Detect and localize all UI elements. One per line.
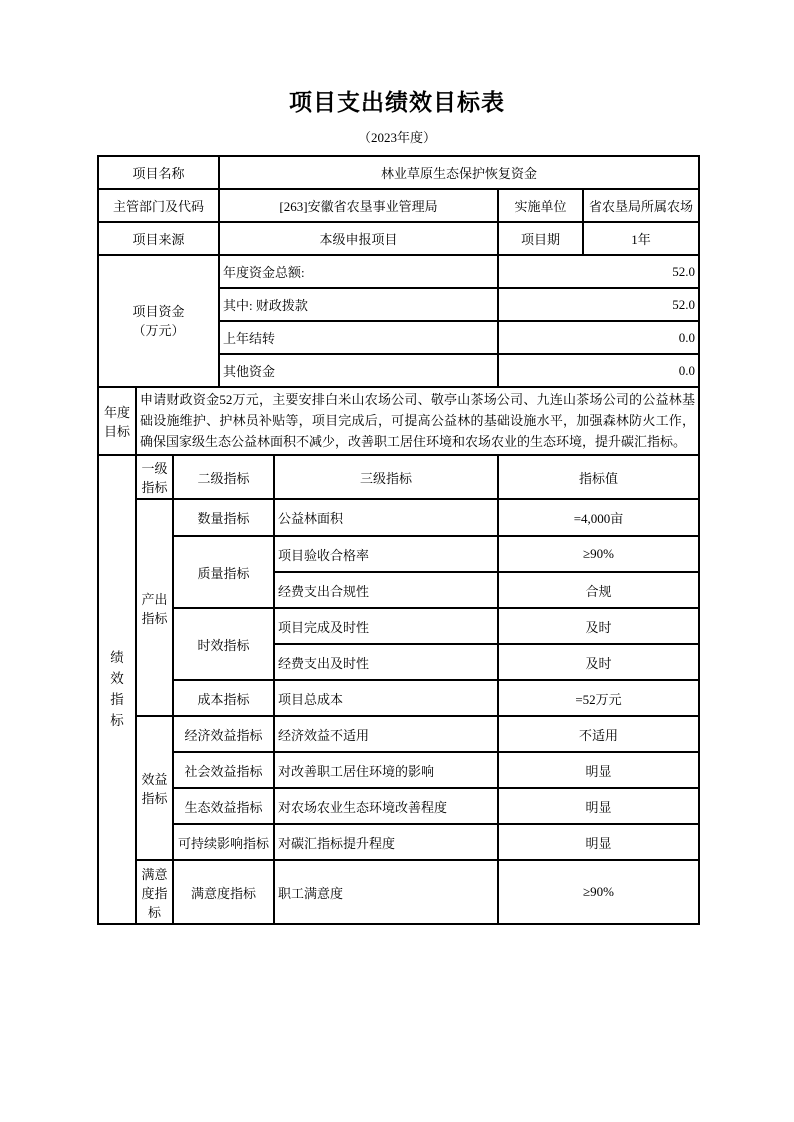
level2-cell: 经济效益指标 <box>173 716 274 752</box>
level3-cell: 职工满意度 <box>274 860 498 924</box>
level3-cell: 项目验收合格率 <box>274 536 498 572</box>
level1-cell: 效益指标 <box>136 716 173 860</box>
value-cell: 明显 <box>498 752 699 788</box>
table-row <box>98 189 699 222</box>
level1-cell: 满意度指标 <box>136 860 173 924</box>
level3-cell: 经费支出合规性 <box>274 572 498 608</box>
table-row <box>98 387 699 455</box>
level2-cell: 可持续影响指标 <box>173 824 274 860</box>
document-title: 项目支出绩效目标表 <box>289 90 505 115</box>
table-row <box>98 824 699 860</box>
value-cell: 及时 <box>498 644 699 680</box>
table-row <box>98 156 699 189</box>
value-cell: ≥90% <box>498 860 699 924</box>
funds-row-name: 上年结转 <box>219 321 498 354</box>
table-row <box>98 716 699 752</box>
funds-row-name: 年度资金总额: <box>219 255 498 288</box>
level3-cell: 对农场农业生态环境改善程度 <box>274 788 498 824</box>
funds-row-value: 52.0 <box>498 255 699 288</box>
table-row <box>98 608 699 644</box>
table-row <box>98 788 699 824</box>
header-level2: 二级指标 <box>173 455 274 499</box>
source-value: 本级申报项目 <box>219 222 498 255</box>
value-cell: 不适用 <box>498 716 699 752</box>
level2-cell: 成本指标 <box>173 680 274 716</box>
funds-row-name: 其中: 财政拨款 <box>219 288 498 321</box>
performance-target-table <box>97 155 700 925</box>
table-row <box>98 499 699 536</box>
table-row <box>98 222 699 255</box>
value-cell: 明显 <box>498 824 699 860</box>
level1-cell: 产出指标 <box>136 499 173 716</box>
level2-cell: 数量指标 <box>173 499 274 536</box>
annual-goal-text: 申请财政资金52万元，主要安排白米山农场公司、敬亭山茶场公司、九连山茶场公司的公益林基础设施维护、护林员补贴等，项目完成后，可提高公益林的基础设施水平，加强森林防火工作，确保国家级生态公益林面积不减少，改善职工居住环境和农场农业的生态环境，提升碳汇指标。 <box>136 387 699 455</box>
header-value: 指标值 <box>498 455 699 499</box>
level3-cell: 经费支出及时性 <box>274 644 498 680</box>
table-row <box>98 752 699 788</box>
header-level1: 一级指标 <box>136 455 173 499</box>
funds-row-value: 0.0 <box>498 321 699 354</box>
implement-unit-value: 省农垦局所属农场 <box>583 189 699 222</box>
header-level3: 三级指标 <box>274 455 498 499</box>
period-value: 1年 <box>583 222 699 255</box>
implement-unit-label: 实施单位 <box>498 189 583 222</box>
value-cell: 明显 <box>498 788 699 824</box>
project-name-label: 项目名称 <box>98 156 219 189</box>
level2-cell: 满意度指标 <box>173 860 274 924</box>
value-cell: =52万元 <box>498 680 699 716</box>
level3-cell: 公益林面积 <box>274 499 498 536</box>
source-label: 项目来源 <box>98 222 219 255</box>
funds-row-name: 其他资金 <box>219 354 498 387</box>
table-row <box>98 680 699 716</box>
table-row <box>98 455 699 499</box>
annual-goal-label: 年度目标 <box>98 387 136 455</box>
period-label: 项目期 <box>498 222 583 255</box>
value-cell: ≥90% <box>498 536 699 572</box>
department-value: [263]安徽省农垦事业管理局 <box>219 189 498 222</box>
value-cell: 及时 <box>498 608 699 644</box>
table-row <box>98 255 699 288</box>
level2-cell: 时效指标 <box>173 608 274 680</box>
level2-cell: 社会效益指标 <box>173 752 274 788</box>
document-subtitle: （2023年度） <box>357 130 436 145</box>
level3-cell: 对改善职工居住环境的影响 <box>274 752 498 788</box>
level3-cell: 经济效益不适用 <box>274 716 498 752</box>
department-label: 主管部门及代码 <box>98 189 219 222</box>
level3-cell: 项目完成及时性 <box>274 608 498 644</box>
funds-row-value: 0.0 <box>498 354 699 387</box>
level3-cell: 对碳汇指标提升程度 <box>274 824 498 860</box>
value-cell: 合规 <box>498 572 699 608</box>
level3-cell: 项目总成本 <box>274 680 498 716</box>
funds-label: 项目资金（万元） <box>98 255 219 387</box>
value-cell: =4,000亩 <box>498 499 699 536</box>
table-row <box>98 536 699 572</box>
level2-cell: 生态效益指标 <box>173 788 274 824</box>
funds-row-value: 52.0 <box>498 288 699 321</box>
level2-cell: 质量指标 <box>173 536 274 608</box>
project-name-value: 林业草原生态保护恢复资金 <box>219 156 699 189</box>
table-row <box>98 860 699 924</box>
indicators-side-label: 绩效指标 <box>98 455 136 924</box>
